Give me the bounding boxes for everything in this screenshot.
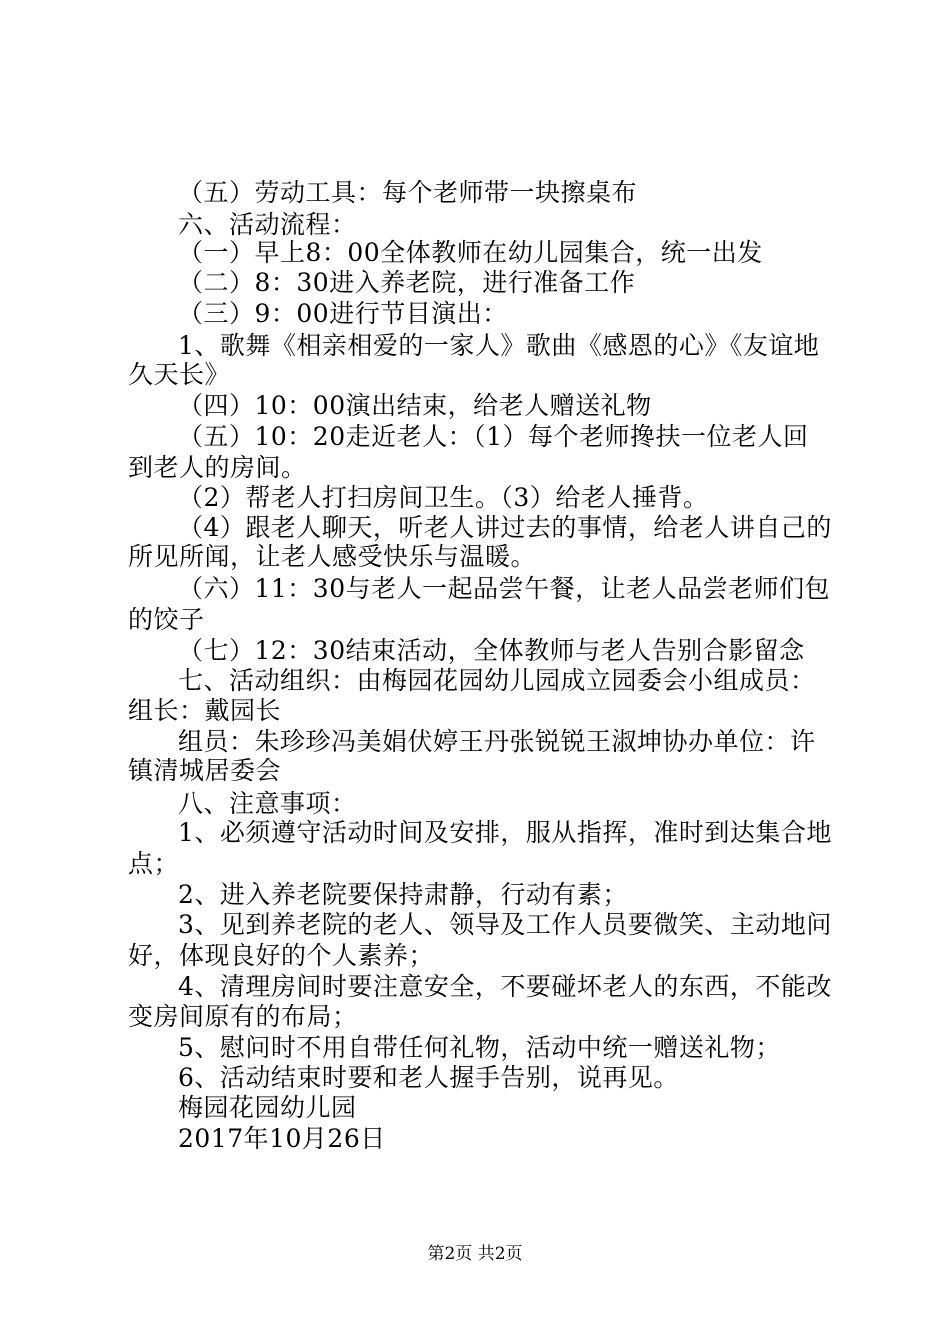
text-line: （六）11：30与老人一起品尝午餐，让老人品尝老师们包: [178, 574, 831, 603]
text-line: 6、活动结束时要和老人握手告别，说再见。: [178, 1063, 679, 1092]
text-line: 久天长》: [128, 360, 231, 389]
text-line: （4）跟老人聊天，听老人讲过去的事情，给老人讲自己的: [178, 513, 832, 542]
signature-org: 梅园花园幼儿园: [178, 1093, 357, 1122]
text-line: 3、见到养老院的老人、领导及工作人员要微笑、主动地问: [178, 910, 832, 939]
text-line: 的饺子: [128, 605, 205, 634]
section-heading: 七、活动组织：由梅园花园幼儿园成立园委会小组成员：: [178, 666, 816, 695]
section-heading: 六、活动流程：: [178, 210, 357, 239]
page-footer: 第2页 共2页: [427, 1244, 523, 1264]
signature-date: 2017年10月26日: [178, 1124, 386, 1153]
text-line: 4、清理房间时要注意安全，不要碰坏老人的东西，不能改: [178, 972, 832, 1001]
text-line: （四）10：00演出结束，给老人赠送礼物: [178, 391, 652, 420]
text-line: （二）8：30进入养老院，进行准备工作: [178, 268, 636, 297]
text-line: 组长：戴园长: [128, 696, 282, 725]
text-line: 所见所闻，让老人感受快乐与温暖。: [128, 542, 537, 571]
text-line: （七）12：30结束活动，全体教师与老人告别合影留念: [178, 636, 805, 665]
text-line: 1、歌舞《相亲相爱的一家人》歌曲《感恩的心》《友谊地: [178, 331, 820, 360]
text-line: 组员：朱珍珍冯美娟伏婷王丹张锐锐王淑坤协办单位：许: [178, 727, 816, 756]
section-heading: 八、注意事项：: [178, 789, 357, 818]
text-line: 点；: [128, 849, 180, 878]
text-line: （五）10：20走近老人：（1）每个老师搀扶一位老人回: [178, 422, 809, 451]
text-line: （一）早上8：00全体教师在幼儿园集合，统一出发: [178, 238, 763, 267]
text-line: 到老人的房间。: [128, 453, 307, 482]
text-line: 5、慰问时不用自带任何礼物，活动中统一赠送礼物；: [178, 1033, 781, 1062]
text-line: 变房间原有的布局；: [128, 1002, 358, 1031]
text-line: 好，体现良好的个人素养；: [128, 941, 435, 970]
text-line: （三）9：00进行节目演出：: [178, 299, 508, 328]
text-line: 2、进入养老院要保持肃静，行动有素；: [178, 880, 628, 909]
text-line: （五）劳动工具：每个老师带一块擦桌布: [178, 178, 638, 207]
text-line: （2）帮老人打扫房间卫生。（3）给老人捶背。: [178, 483, 709, 512]
text-line: 1、必须遵守活动时间及安排，服从指挥，准时到达集合地: [178, 818, 832, 847]
text-line: 镇清城居委会: [128, 756, 282, 785]
